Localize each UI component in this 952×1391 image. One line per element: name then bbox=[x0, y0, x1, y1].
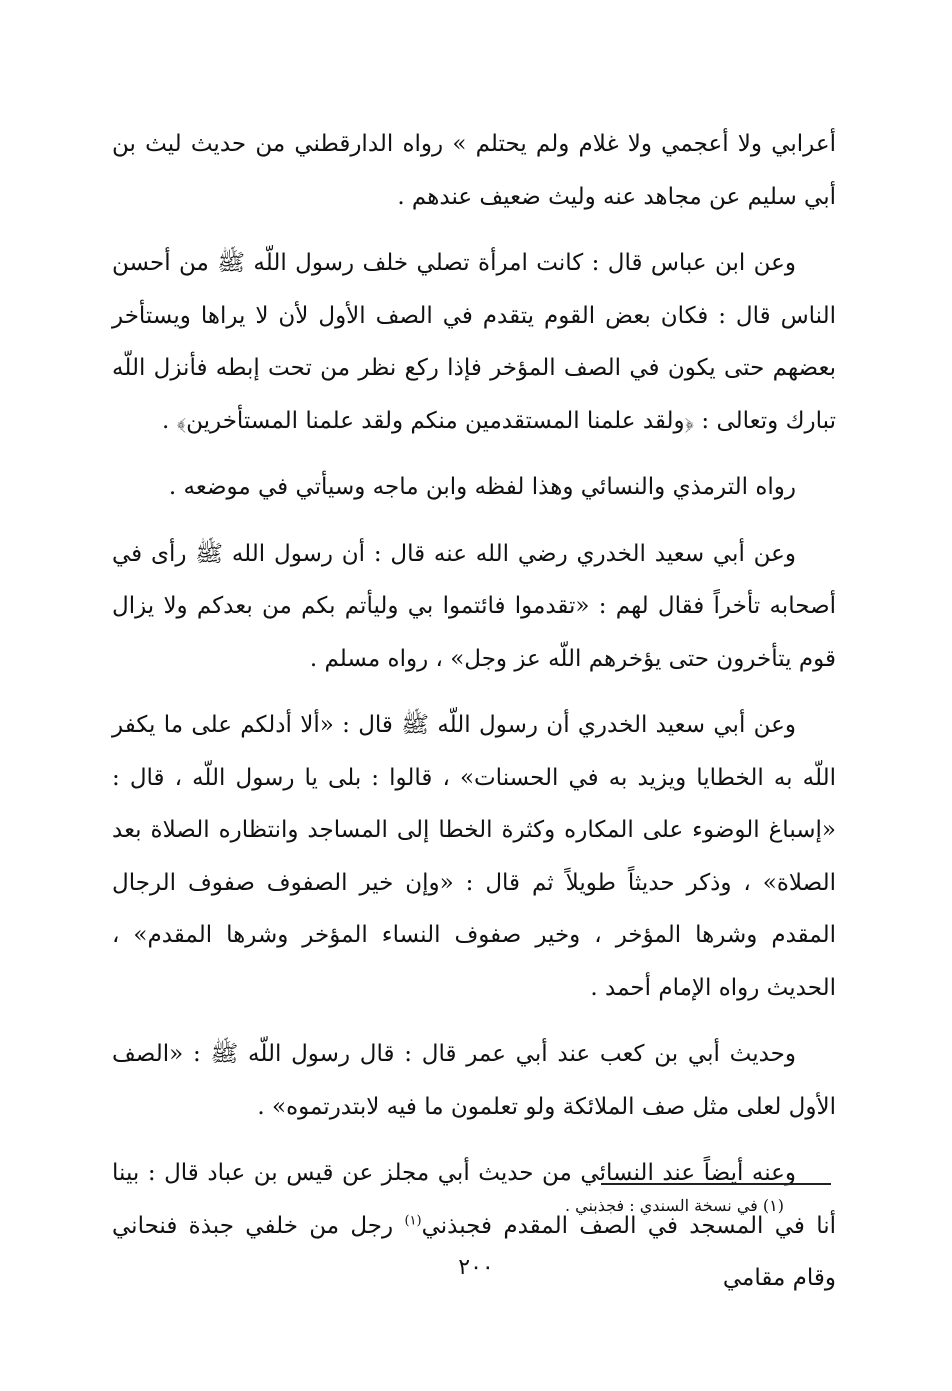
paragraph-abu-said-2: وعن أبي سعيد الخدري أن رسول اللّه ﷺ قال : «ألا أدلكم على ما يكفر اللّه به الخطايا ويزيد به في الحسنات» ، قالوا : بلى يا رسول اللّه ، قال : «إسباغ الوضوء على المكاره وكثرة الخطا إلى المساجد وانتظاره الصلاة بعد الصلاة» ، وذكر حديثاً طويلاً ثم قال : «وإن خير الصفوف صفوف الرجال المقدم وشرها المؤخر ، وخير صفوف النساء المؤخر وشرها المقدم» ، الحديث رواه الإمام أحمد . bbox=[112, 712, 836, 1001]
paragraph-qays-part-2: رجل من خلفي جبذة فنحاني وقام مقامي bbox=[112, 1212, 836, 1291]
paragraph-ubayy: وحديث أبي بن كعب عند أبي عمر قال : قال رسول اللّه ﷺ : «الصف الأول لعلى مثل صف الملائكة ولو تعلمون ما فيه لابتدرتموه» . bbox=[112, 1041, 836, 1120]
footnote-reference: (١) bbox=[404, 1212, 422, 1228]
footnote-text: (١) في نسخة السندي : فجذبني . bbox=[564, 1196, 784, 1215]
paragraph-narration-source: رواه الترمذي والنسائي وهذا لفظه وابن ماجه وسيأتي في موضعه . bbox=[168, 474, 796, 500]
paragraph-ibn-abbas: وعن ابن عباس قال : كانت امرأة تصلي خلف رسول اللّه ﷺ من أحسن الناس قال : فكان بعض القوم يتقدم في الصف الأول لأن لا يراها ويستأخر بعضهم حتى يكون في الصف المؤخر فإذا ركع نظر من تحت إبطه فأنزل اللّه تبارك وتعالى : ﴿ولقد علمنا المستقدمين منكم ولقد علمنا المستأخرين﴾ . bbox=[112, 250, 836, 434]
paragraph-continuation: أعرابي ولا أعجمي ولا غلام ولم يحتلم » رواه الدارقطني من حديث ليث بن أبي سليم عن مجاهد عنه وليث ضعيف عندهم . bbox=[112, 131, 836, 210]
paragraph-abu-said-1: وعن أبي سعيد الخدري رضي الله عنه قال : أن رسول الله ﷺ رأى في أصحابه تأخراً فقال لهم : «تقدموا فائتموا بي وليأتم بكم من بعدكم ولا يزال قوم يتأخرون حتى يؤخرهم اللّه عز وجل» ، رواه مسلم . bbox=[112, 540, 836, 672]
main-text bbox=[112, 118, 836, 1319]
page-number: ٢٠٠ bbox=[458, 1255, 494, 1280]
paragraph-qays-part-1: وعنه أيضاً عند النسائي من حديث أبي مجلز عن قيس بن عباد قال : بينا أنا في المسجد في الصف المقدم فجبذني bbox=[112, 1160, 836, 1239]
footnote-divider bbox=[601, 1183, 831, 1185]
